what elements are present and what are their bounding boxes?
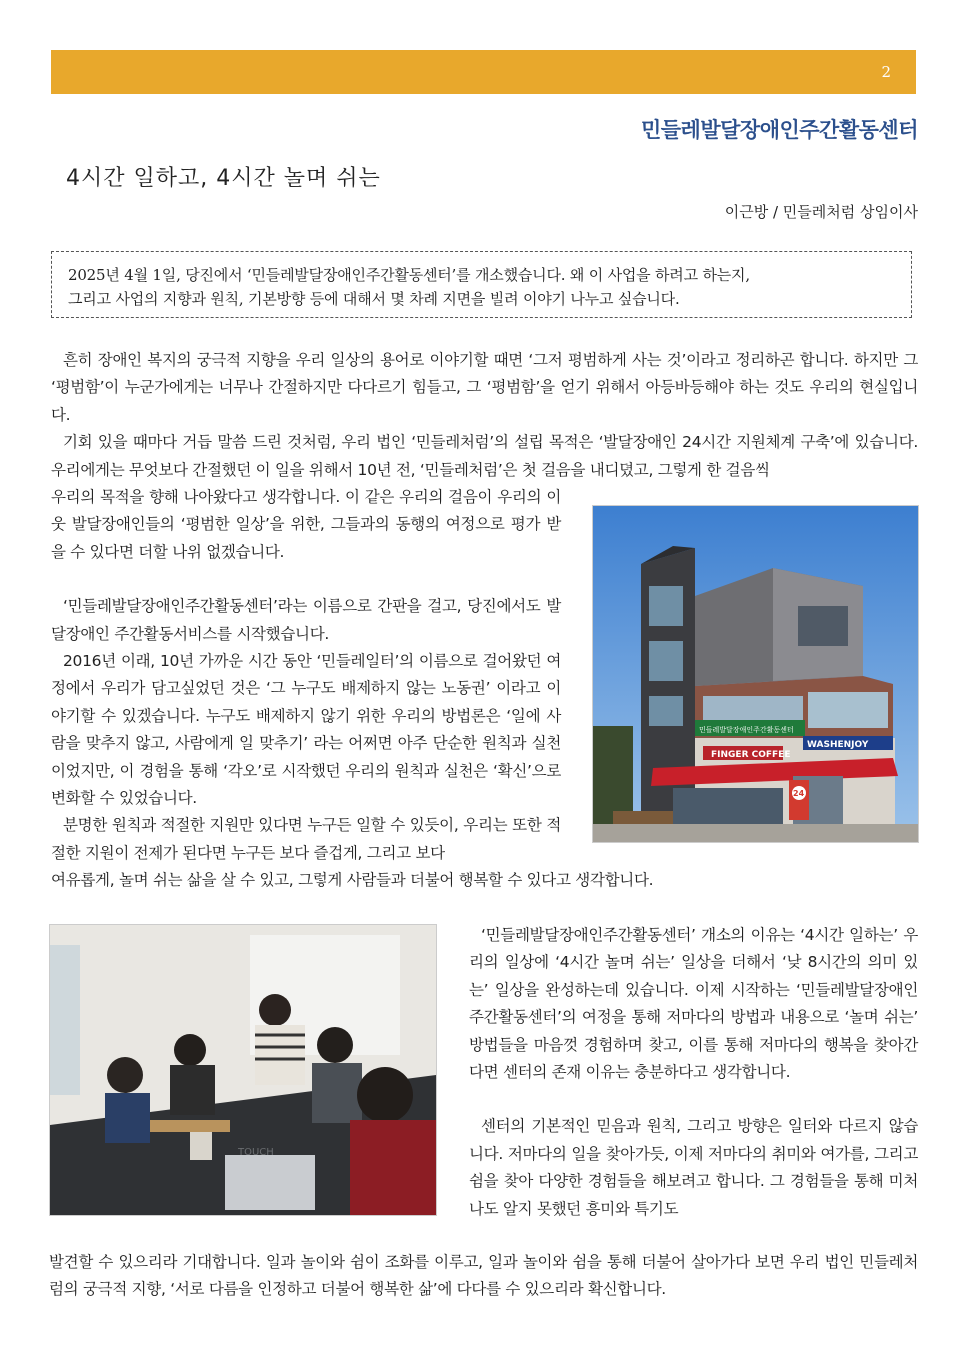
cafe-sign: FINGER COFFEE — [711, 750, 791, 760]
intro-box — [51, 251, 912, 318]
box-label: TOUCH — [238, 1147, 274, 1158]
body-left — [51, 484, 561, 867]
intro-line: 2025년 4월 1일, 당진에서 ‘민들레발달장애인주간활동센터’를 개소했습니다. 왜 이 사업을 하려고 하는지, — [68, 266, 750, 284]
spacer — [51, 566, 561, 593]
paragraph: 여유롭게, 놀며 쉬는 삶을 살 수 있고, 그렇게 사람들과 더불어 행복할 수 있다고 생각합니다. — [51, 871, 654, 889]
activity-photo — [49, 924, 437, 1216]
body-right — [469, 922, 918, 1223]
paragraph: ‘민들레발달장애인주간활동센터’라는 이름으로 간판을 걸고, 당진에서도 발달장애인 주간활동서비스를 시작했습니다. — [51, 597, 561, 643]
body-top — [51, 347, 918, 484]
building-photo — [592, 505, 919, 843]
paragraph: 기회 있을 때마다 거듭 말씀 드린 것처럼, 우리 법인 ‘민들레처럼’의 설립 목적은 ‘발달장애인 24시간 지원체계 구축’에 있습니다. 우리에게는 무엇보다 간절했던 이 일을 위해서 10년 전, ‘민들레처럼’은 첫 걸음을 내디뎠고, 그렇게 한 걸음씩 — [51, 433, 918, 479]
paragraph: 발견할 수 있으리라 기대합니다. 일과 놀이와 쉼이 조화를 이루고, 일과 놀이와 쉼을 통해 더불어 살아가다 보면 우리 법인 민들레처럼의 궁극적 지향, ‘서로 다름을 인정하고 더불어 행복한 삶’에 다다를 수 있으리라 확신합니다. — [49, 1253, 918, 1299]
article-title: 4시간 일하고, 4시간 놀며 쉬는 — [66, 166, 381, 191]
center-sign: 민들레발달장애인주간활동센터 — [699, 726, 794, 734]
page-number: 2 — [881, 63, 891, 81]
intro-line: 그리고 사업의 지향과 원칙, 기본방향 등에 대해서 몇 차례 지면을 빌려 이야기 나누고 싶습니다. — [68, 290, 680, 308]
paragraph: 2016년 이래, 10년 가까운 시간 동안 ‘민들레일터’의 이름으로 걸어왔던 여정에서 우리가 담고싶었던 것은 ‘그 누구도 배제하지 않는 노동권’ 이라고 이야기할 수 있겠습니다. 누구도 배제하지 않기 위한 우리의 방법론은 ‘일에 사람을 맞추지 않고, 사람에게 일 맞추기’ 라는 어쩌면 아주 단순한 원칙과 실천이었지만, 이 경험을 통해 ‘각오’로 시작했던 우리의 원칙과 실천은 ‘확신’으로 변화할 수 있었습니다. — [51, 652, 561, 808]
tower-window — [649, 586, 683, 626]
header-bar — [51, 50, 916, 94]
body-mid — [51, 867, 918, 894]
wash-sign: WASHENJOY — [807, 740, 869, 750]
spacer — [469, 1086, 918, 1113]
paragraph: ‘민들레발달장애인주간활동센터’ 개소의 이유는 ‘4시간 일하는’ 우리의 일상에 ‘4시간 놀며 쉬는’ 일상을 더해서 ‘낮 8시간의 의미 있는’ 일상을 완성하는데 있습니다. 이제 시작하는 ‘민들레발달장애인주간활동센터’의 여정을 통해 저마다의 방법과 내용으로 ‘놀며 쉬는’ 방법들을 마음껏 경험하며 찾고, 이를 통해 저마다의 행복을 찾아간다면 센터의 존재 이유는 충분하다고 생각합니다. — [469, 926, 918, 1082]
author-line: 이근방 / 민들레처럼 상임이사 — [724, 203, 918, 221]
paragraph: 분명한 원칙과 적절한 지원만 있다면 누구든 일할 수 있듯이, 우리는 또한 적절한 지원이 전제가 된다면 누구든 보다 즐겁게, 그리고 보다 — [51, 816, 561, 862]
sign-24: 24 — [793, 789, 805, 798]
paragraph: 센터의 기본적인 믿음과 원칙, 그리고 방향은 일터와 다르지 않습니다. 저마다의 일을 찾아가듯, 이제 저마다의 취미와 여가를, 그리고 쉼을 찾아 다양한 경험들을 해보려고 합니다. 그 경험들을 통해 미처 나도 알지 못했던 흥미와 특기도 — [469, 1117, 918, 1218]
paragraph: 우리의 목적을 향해 나아왔다고 생각합니다. 이 같은 우리의 걸음이 우리의 이웃 발달장애인들의 ‘평범한 일상’을 위한, 그들과의 동행의 여정으로 평가 받을 수 있다면 더할 나위 없겠습니다. — [51, 488, 561, 561]
body-bottom — [49, 1249, 918, 1304]
org-title: 민들레발달장애인주간활동센터 — [640, 118, 918, 142]
paragraph: 흔히 장애인 복지의 궁극적 지향을 우리 일상의 용어로 이야기할 때면 ‘그저 평범하게 사는 것’이라고 정리하곤 합니다. 하지만 그 ‘평범함’이 누군가에게는 너무나 간절하지만 다다르기 힘들고, 그 ‘평범함’을 얻기 위해서 아등바등해야 하는 것도 우리의 현실입니다. — [51, 351, 918, 424]
